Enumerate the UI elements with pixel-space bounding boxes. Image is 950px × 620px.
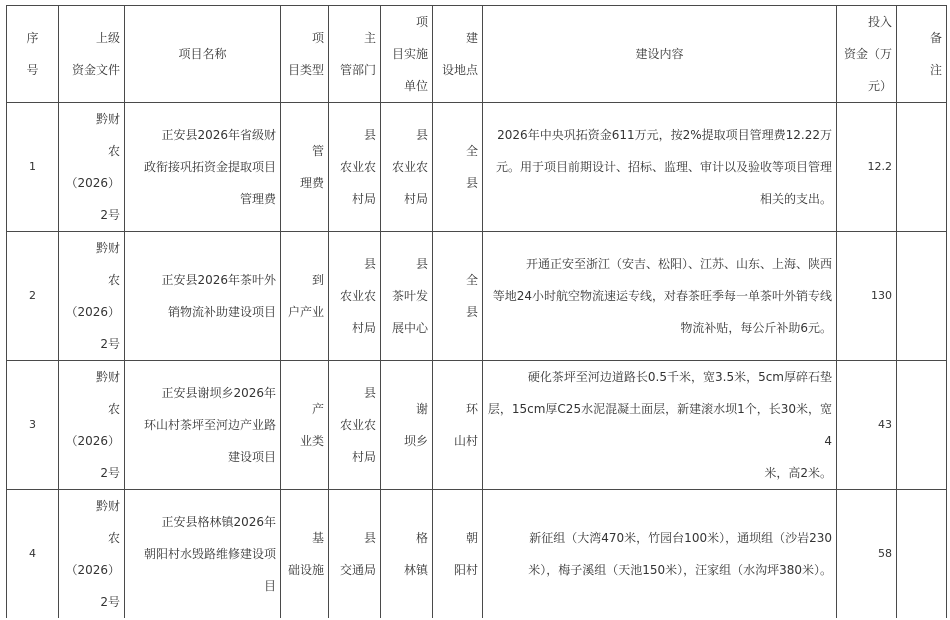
cell-fund-doc: 黔财 农 （2026） 2号 [59, 361, 125, 490]
cell-unit: 格 林镇 [381, 490, 433, 619]
cell-project-name: 正安县2026年省级财 政衔接巩拓资金提取项目 管理费 [125, 103, 281, 232]
header-content: 建设内容 [483, 6, 837, 103]
cell-project-name: 正安县格林镇2026年 朝阳村水毁路维修建设项 目 [125, 490, 281, 619]
cell-no: 3 [7, 361, 59, 490]
cell-project-name: 正安县2026年茶叶外 销物流补助建设项目 [125, 232, 281, 361]
header-no: 序 号 [7, 6, 59, 103]
cell-project-type: 到 户产业 [281, 232, 329, 361]
cell-no: 4 [7, 490, 59, 619]
cell-content: 新征组（大湾470米，竹园台100米），通坝组（沙岩230 米），梅子溪组（天池150米），汪家组（水沟坪380米）。 [483, 490, 837, 619]
project-table [6, 5, 947, 618]
cell-fund-doc: 黔财 农 （2026） 2号 [59, 490, 125, 619]
header-fund-doc: 上级 资金文件 [59, 6, 125, 103]
cell-fund-doc: 黔财 农 （2026） 2号 [59, 232, 125, 361]
cell-note [897, 103, 947, 232]
cell-note [897, 490, 947, 619]
cell-amount: 58 [837, 490, 897, 619]
header-note: 备 注 [897, 6, 947, 103]
cell-unit: 县 农业农 村局 [381, 103, 433, 232]
cell-amount: 43 [837, 361, 897, 490]
cell-location: 全 县 [433, 232, 483, 361]
cell-unit: 谢 坝乡 [381, 361, 433, 490]
cell-no: 1 [7, 103, 59, 232]
table-row [7, 361, 947, 490]
cell-location: 全 县 [433, 103, 483, 232]
cell-project-type: 基 础设施 [281, 490, 329, 619]
cell-content: 开通正安至浙江（安吉、松阳）、江苏、山东、上海、陕西 等地24小时航空物流速运专线，对春茶旺季每一单茶叶外销专线 物流补贴，每公斤补助6元。 [483, 232, 837, 361]
cell-project-type: 管 理费 [281, 103, 329, 232]
cell-fund-doc: 黔财 农 （2026） 2号 [59, 103, 125, 232]
table-header-row [7, 6, 947, 103]
header-amount: 投入 资金（万 元） [837, 6, 897, 103]
cell-amount: 12.2 [837, 103, 897, 232]
cell-amount: 130 [837, 232, 897, 361]
cell-location: 环 山村 [433, 361, 483, 490]
cell-project-type: 产 业类 [281, 361, 329, 490]
cell-content: 2026年中央巩拓资金611万元，按2%提取项目管理费12.22万 元。用于项目前期设计、招标、监理、审计以及验收等项目管理 相关的支出。 [483, 103, 837, 232]
cell-content: 硬化茶坪至河边道路长0.5千米，宽3.5米，5cm厚碎石垫 层，15cm厚C25水泥混凝土面层，新建滚水坝1个，长30米，宽4 米，高2米。 [483, 361, 837, 490]
cell-unit: 县 茶叶发 展中心 [381, 232, 433, 361]
cell-no: 2 [7, 232, 59, 361]
cell-dept: 县 农业农 村局 [329, 103, 381, 232]
table-row [7, 490, 947, 619]
cell-dept: 县 交通局 [329, 490, 381, 619]
cell-dept: 县 农业农 村局 [329, 232, 381, 361]
header-location: 建 设地点 [433, 6, 483, 103]
table-row [7, 232, 947, 361]
header-dept: 主 管部门 [329, 6, 381, 103]
header-project-name: 项目名称 [125, 6, 281, 103]
cell-project-name: 正安县谢坝乡2026年 环山村茶坪至河边产业路 建设项目 [125, 361, 281, 490]
table-row [7, 103, 947, 232]
header-unit: 项 目实施 单位 [381, 6, 433, 103]
cell-dept: 县 农业农 村局 [329, 361, 381, 490]
header-project-type: 项 目类型 [281, 6, 329, 103]
cell-note [897, 232, 947, 361]
cell-location: 朝 阳村 [433, 490, 483, 619]
cell-note [897, 361, 947, 490]
